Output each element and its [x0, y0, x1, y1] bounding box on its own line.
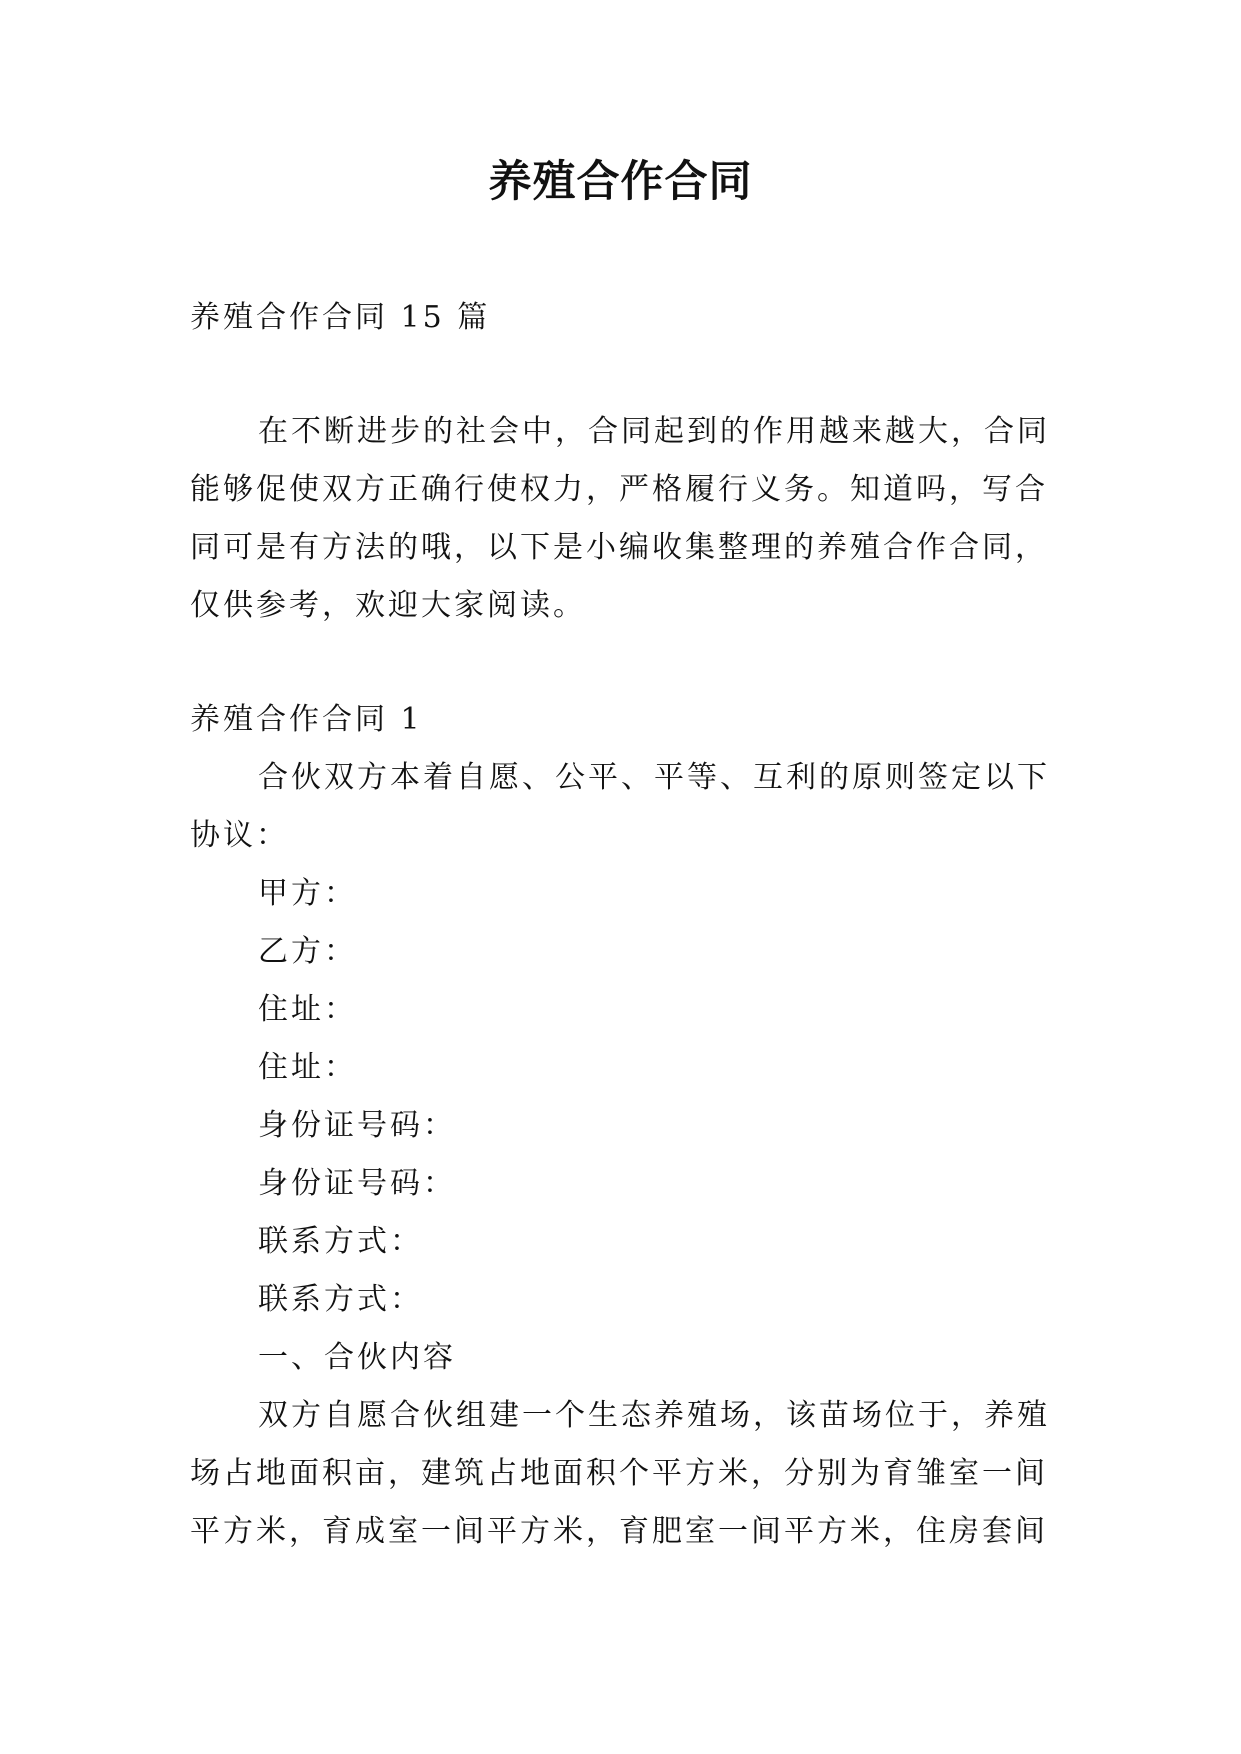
address-field-2: 住址：: [258, 1050, 357, 1085]
agreement-line-1: 合伙双方本着自愿、公平、平等、互利的原则签定以下: [258, 760, 1050, 795]
section-heading: 养殖合作合同 1: [190, 702, 423, 737]
document-title: 养殖合作合同: [488, 157, 753, 207]
intro-line-2: 能够促使双方正确行使权力，严格履行义务。知道吗，写合: [190, 472, 1048, 507]
intro-line-4: 仅供参考，欢迎大家阅读。: [190, 588, 586, 623]
contact-field-2: 联系方式：: [258, 1282, 423, 1317]
intro-line-3: 同可是有方法的哦，以下是小编收集整理的养殖合作合同，: [190, 530, 1048, 565]
clause-heading: 一、合伙内容: [258, 1340, 456, 1375]
address-field-1: 住址：: [258, 992, 357, 1027]
party-b-field: 乙方：: [258, 934, 357, 969]
clause-line-1: 双方自愿合伙组建一个生态养殖场，该苗场位于，养殖: [258, 1398, 1050, 1433]
agreement-line-2: 协议：: [190, 818, 289, 853]
clause-line-2: 场占地面积亩，建筑占地面积个平方米，分别为育雏室一间: [190, 1456, 1048, 1491]
clause-line-3: 平方米，育成室一间平方米，育肥室一间平方米，住房套间: [190, 1514, 1048, 1549]
id-number-field-2: 身份证号码：: [258, 1166, 456, 1201]
id-number-field-1: 身份证号码：: [258, 1108, 456, 1143]
party-a-field: 甲方：: [258, 876, 357, 911]
contact-field-1: 联系方式：: [258, 1224, 423, 1259]
document-subtitle: 养殖合作合同 15 篇: [190, 300, 491, 335]
intro-line-1: 在不断进步的社会中，合同起到的作用越来越大，合同: [258, 414, 1050, 449]
